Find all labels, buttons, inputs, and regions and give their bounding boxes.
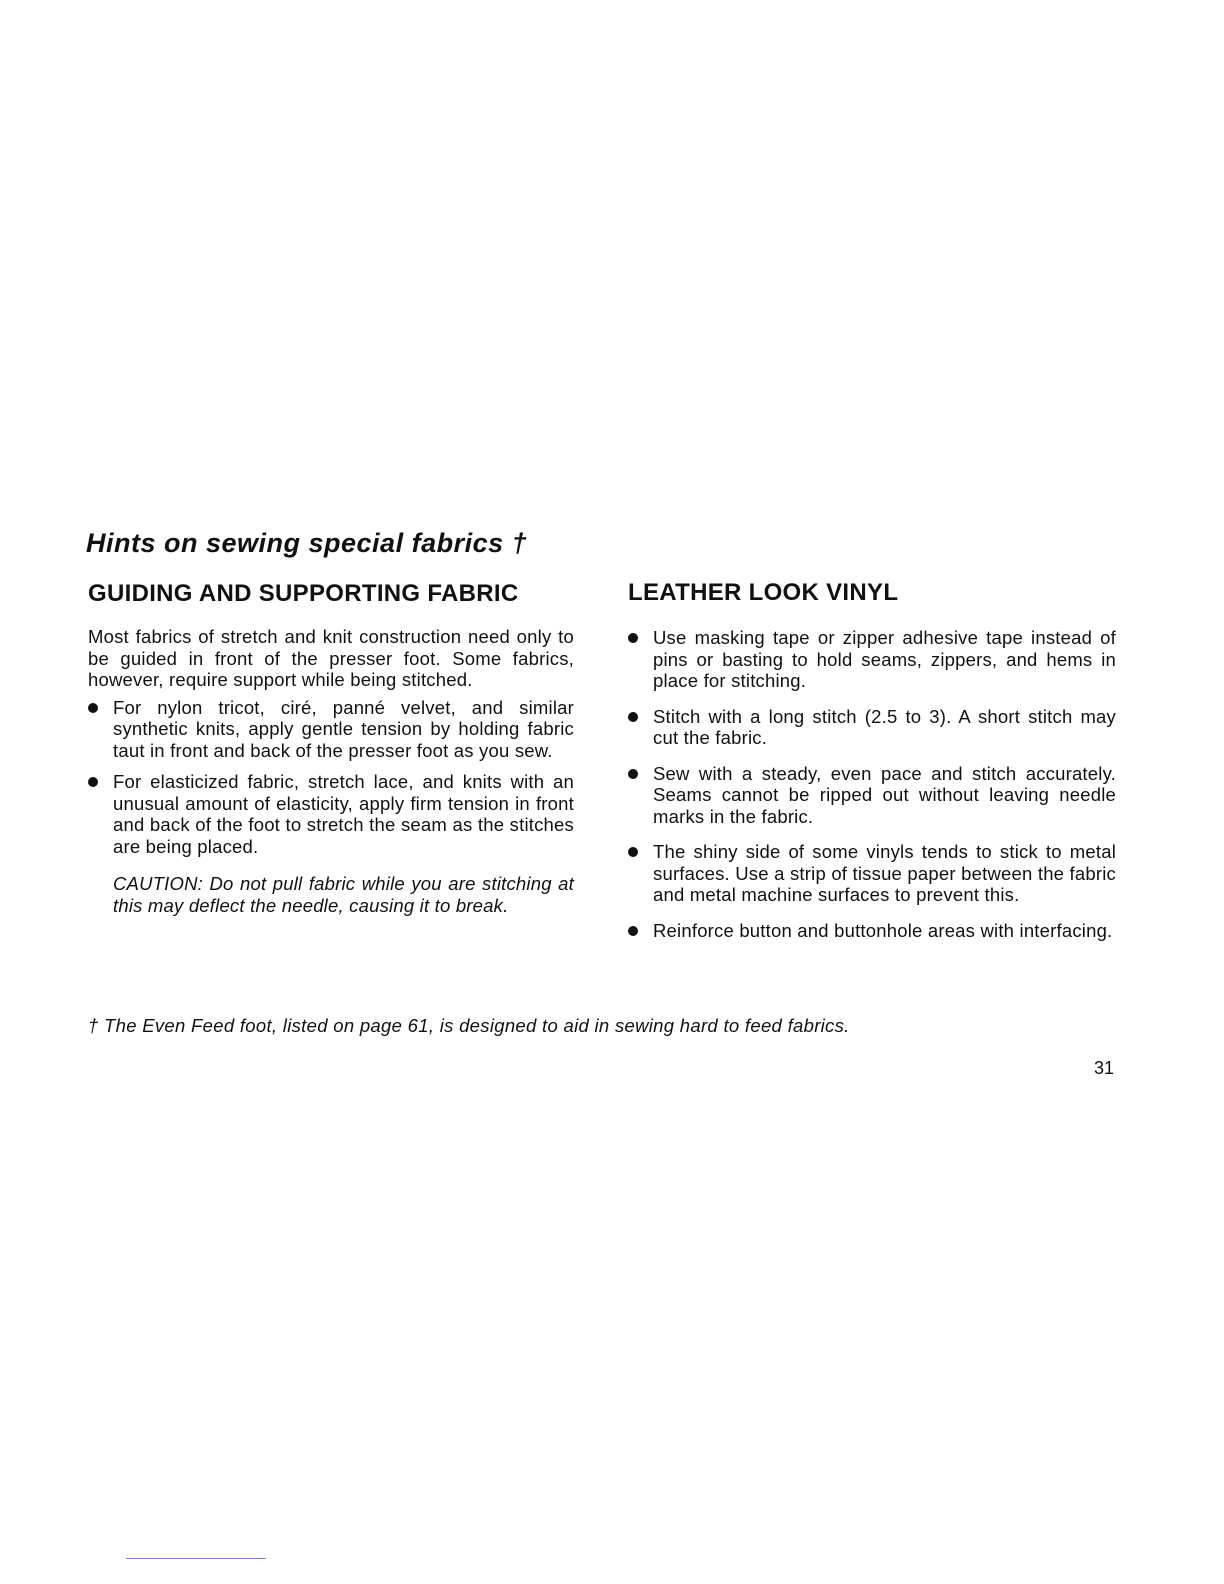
bullet-icon xyxy=(628,847,638,857)
intro-paragraph: Most fabrics of stretch and knit construction need only to be guided in front of the presser foot. Some fabrics, however, require support while being stitched. xyxy=(88,626,574,690)
bullet-icon xyxy=(628,633,638,643)
page-title: Hints on sewing special fabrics † xyxy=(86,528,528,558)
section-heading-vinyl: LEATHER LOOK VINYL xyxy=(628,579,899,606)
page-number: 31 xyxy=(1094,1058,1115,1078)
vinyl-bullet-list xyxy=(628,627,1116,941)
list-item-text: For elasticized fabric, stretch lace, and knits with an unusual amount of elasticity, apply firm tension in front and back of the foot to stretch the seam as the stitches are being placed. xyxy=(113,771,574,857)
bullet-icon xyxy=(88,703,98,713)
scan-artifact-line xyxy=(126,1558,266,1559)
list-item xyxy=(628,627,1116,692)
guiding-bullet-list xyxy=(88,697,574,858)
list-item xyxy=(88,771,574,857)
section-heading-guiding: GUIDING AND SUPPORTING FABRIC xyxy=(88,580,519,607)
list-item xyxy=(628,841,1116,906)
caution-note: CAUTION: Do not pull fabric while you are stitching at this may deflect the needle, causing it to break. xyxy=(113,873,574,916)
bullet-icon xyxy=(628,769,638,779)
list-item-text: Sew with a steady, even pace and stitch accurately. Seams cannot be ripped out without leaving needle marks in the fabric. xyxy=(653,762,1116,827)
bullet-icon xyxy=(88,777,98,787)
list-item xyxy=(628,706,1116,749)
bullet-icon xyxy=(628,926,638,936)
list-item-text: For nylon tricot, ciré, panné velvet, and similar synthetic knits, apply gentle tension by holding fabric taut in front and back of the presser foot as you sew. xyxy=(113,696,574,761)
footnote: † The Even Feed foot, listed on page 61, is designed to aid in sewing hard to feed fabrics. xyxy=(88,1015,850,1036)
list-item-text: Reinforce button and buttonhole areas with interfacing. xyxy=(653,919,1113,941)
list-item xyxy=(628,763,1116,828)
list-item-text: Stitch with a long stitch (2.5 to 3). A short stitch may cut the fabric. xyxy=(653,705,1116,748)
list-item xyxy=(628,920,1116,942)
list-item-text: Use masking tape or zipper adhesive tape instead of pins or basting to hold seams, zippers, and hems in place for stitching. xyxy=(653,627,1116,691)
list-item xyxy=(88,697,574,762)
bullet-icon xyxy=(628,712,638,722)
list-item-text: The shiny side of some vinyls tends to stick to metal surfaces. Use a strip of tissue paper between the fabric and metal machine surfaces to prevent this. xyxy=(653,841,1116,905)
vinyl-section xyxy=(628,580,1116,955)
guiding-section xyxy=(88,580,574,916)
